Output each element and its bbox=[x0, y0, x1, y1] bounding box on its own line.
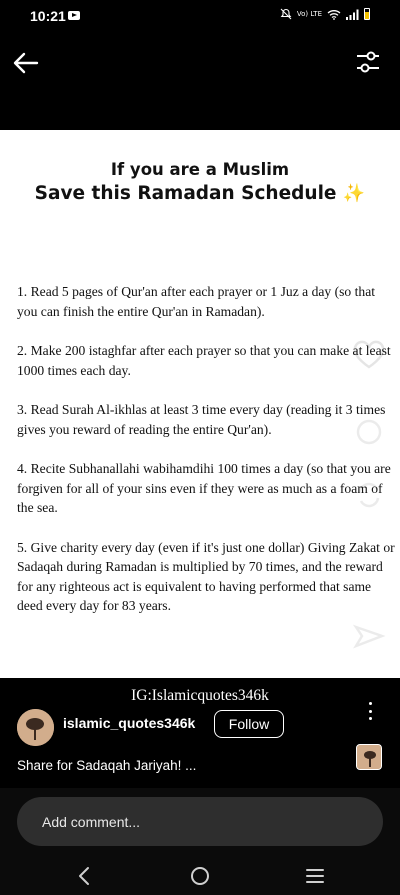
sliders-button[interactable] bbox=[354, 48, 382, 76]
comment-icon bbox=[352, 418, 386, 448]
heart-icon bbox=[352, 340, 386, 370]
youtube-notification-icon bbox=[68, 11, 80, 20]
schedule-item: 2. Make 200 istaghfar after each prayer so that you can make at least 1000 times each day. bbox=[17, 343, 391, 378]
sparkles-icon: ✨ bbox=[342, 183, 366, 204]
nav-recents-button[interactable] bbox=[303, 864, 327, 888]
schedule-item: 1. Read 5 pages of Qur'an after each prayer or 1 Juz a day (so that you can finish the entire Qur'an in Ramadan). bbox=[17, 284, 376, 319]
system-nav-bar bbox=[0, 856, 400, 895]
dot-icon bbox=[369, 702, 372, 705]
nav-back-button[interactable] bbox=[73, 864, 97, 888]
dot-icon bbox=[369, 717, 372, 720]
comment-area bbox=[0, 788, 400, 895]
post-caption[interactable]: Share for Sadaqah Jariyah! ... bbox=[17, 758, 197, 773]
more-options-button[interactable] bbox=[366, 700, 374, 722]
lte-indicator: Vo) LTE bbox=[296, 9, 322, 18]
top-bar bbox=[0, 32, 400, 130]
post-title-line2 bbox=[0, 183, 400, 204]
status-time: 10:21 bbox=[30, 8, 66, 24]
schedule-item: 5. Give charity every day (even if it's just one dollar) Giving Zakat or Sadaqah during Ramadan is multiplied by 70 times, and the reward for any righteous act is equivalent to having performed that same deed every day for 83 years. bbox=[17, 539, 395, 613]
status-bar bbox=[0, 0, 400, 32]
post-info-panel bbox=[0, 678, 400, 788]
schedule-item: 3. Read Surah Al-ikhlas at least 3 time every day (reading it 3 times gives you reward of reading the entire Qur'an). bbox=[17, 402, 386, 437]
nav-home-button[interactable] bbox=[188, 864, 212, 888]
post-title-text: Save this Ramadan Schedule bbox=[34, 183, 337, 204]
share-icon bbox=[352, 622, 386, 652]
post-title-line1: If you are a Muslim bbox=[110, 160, 290, 179]
schedule-item: 4. Recite Subhanallahi wabihamdihi 100 times a day (so that you are forgiven for all of your sins even if they were as much as a foam of the sea. bbox=[17, 461, 391, 515]
dot-icon bbox=[369, 710, 372, 713]
repost-icon bbox=[352, 480, 386, 510]
username[interactable]: islamic_quotes346k bbox=[63, 715, 196, 731]
watermark-caption: IG:Islamicquotes346k bbox=[131, 687, 269, 704]
wifi-icon bbox=[327, 9, 341, 20]
add-comment-input[interactable] bbox=[17, 797, 383, 846]
signal-icon bbox=[346, 9, 359, 20]
avatar[interactable] bbox=[17, 709, 54, 746]
sound-thumbnail-image bbox=[357, 745, 382, 770]
mute-icon bbox=[280, 8, 292, 20]
back-button[interactable] bbox=[12, 50, 40, 76]
status-icons bbox=[280, 8, 370, 20]
ramadan-schedule-list bbox=[17, 282, 395, 636]
follow-button[interactable]: Follow bbox=[214, 710, 284, 738]
post-image[interactable] bbox=[0, 130, 400, 678]
avatar-image bbox=[17, 709, 54, 746]
battery-icon bbox=[364, 8, 370, 20]
sound-thumbnail[interactable] bbox=[356, 744, 382, 770]
